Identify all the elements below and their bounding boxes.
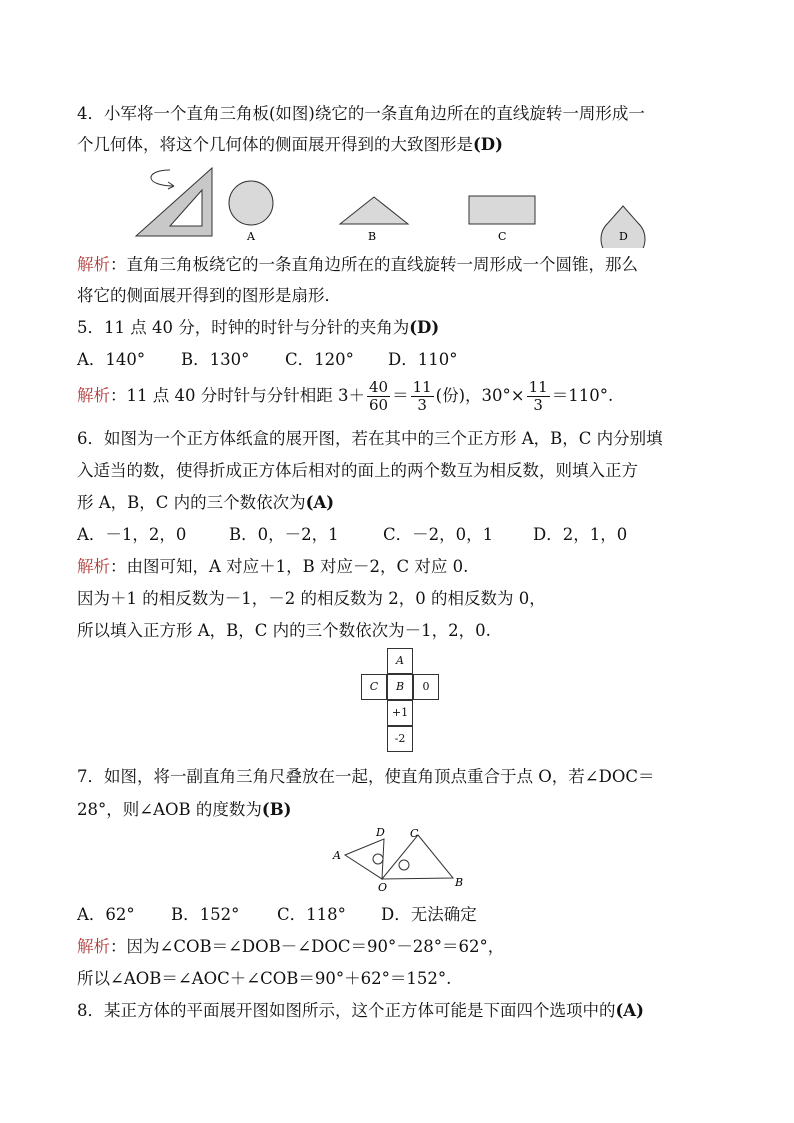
q6-line1: 6．如图为一个正方体纸盒的展开图，若在其中的三个正方形 A，B，C 内分别填 xyxy=(77,429,663,448)
q6-analysis-text: ：由图可知，A 对应＋1，B 对应－2，C 对应 0. xyxy=(110,557,469,576)
q4-answer: (D) xyxy=(473,135,503,154)
fig-label-b: B xyxy=(368,230,377,243)
fig-label-d: D xyxy=(619,230,628,243)
q5-options xyxy=(77,349,457,371)
q4-figure xyxy=(130,160,670,248)
q8-stem: 8．某正方体的平面展开图如图所示，这个正方体可能是下面四个选项中的 xyxy=(77,1001,616,1020)
fig-label-c: C xyxy=(498,230,507,243)
q6-option-a: A．－1，2，0 xyxy=(77,525,187,544)
equals-sign: ＝ xyxy=(392,386,409,405)
net-cell-a: A xyxy=(387,648,413,674)
q5-option-a: A．140° xyxy=(77,350,146,369)
point-c-label: C xyxy=(410,827,419,840)
q6-analysis-line1 xyxy=(77,556,468,578)
q5-option-c: C．120° xyxy=(285,350,354,369)
q7-figure xyxy=(328,825,473,895)
net-cell-minus2: -2 xyxy=(387,726,413,752)
q6-option-c: C．－2，0，1 xyxy=(383,525,494,544)
q5-option-b: B．130° xyxy=(181,350,250,369)
option-c-rectangle xyxy=(469,196,535,224)
analysis-tag: 解析 xyxy=(77,557,110,576)
triangle-ruler-icon xyxy=(136,168,212,236)
net-cell-zero: 0 xyxy=(413,674,439,700)
q5-analysis xyxy=(77,376,613,416)
q5-stem-line xyxy=(77,317,439,339)
q6-stem: 形 A，B，C 内的三个数依次为 xyxy=(77,493,306,512)
analysis-tag: 解析 xyxy=(77,937,110,956)
q8-answer: (A) xyxy=(615,1001,644,1020)
q7-answer: (B) xyxy=(261,800,292,819)
q5-analysis-prefix: ：11 点 40 分时针与分针相距 3＋ xyxy=(110,386,365,405)
triangle-hole-right xyxy=(399,860,409,870)
q7-option-a: A．62° xyxy=(77,905,135,924)
q5-stem: 5．11 点 40 分，时钟的时针与分针的夹角为 xyxy=(77,318,410,337)
q7-analysis-line2: 所以∠AOB＝∠AOC＋∠COB＝90°＋62°＝152°. xyxy=(77,969,452,988)
frac-den: 3 xyxy=(533,396,543,414)
fraction-40-60 xyxy=(367,379,390,414)
fig-label-a: A xyxy=(247,230,255,243)
q7-line2 xyxy=(77,799,291,821)
frac-den: 3 xyxy=(417,396,427,414)
q7-option-c: C．118° xyxy=(277,905,346,924)
point-b-label: B xyxy=(455,876,464,889)
q7-analysis-line1 xyxy=(77,936,504,958)
q4-line1: 4．小军将一个直角三角板(如图)绕它的一条直角边所在的直线旋转一周形成一 xyxy=(77,104,645,123)
net-cell-b: B xyxy=(387,674,413,700)
set-square-boc xyxy=(382,835,453,879)
point-o-label: O xyxy=(378,881,388,894)
q5-unit: (份)，30°× xyxy=(435,386,525,405)
q6-analysis-line2: 因为＋1 的相反数为－1，－2 的相反数为 2，0 的相反数为 0， xyxy=(77,589,546,608)
q7-option-d: D．无法确定 xyxy=(381,905,477,924)
cube-net xyxy=(361,648,441,752)
q7-option-b: B．152° xyxy=(171,905,240,924)
frac-num: 11 xyxy=(412,378,432,396)
q4-analysis-line2: 将它的侧面展开得到的图形是扇形． xyxy=(77,286,341,305)
q7-options xyxy=(77,904,477,926)
frac-num: 11 xyxy=(528,378,548,396)
set-square-aod xyxy=(345,839,384,879)
q5-option-d: D．110° xyxy=(388,350,458,369)
q6-option-b: B．0，－2，1 xyxy=(229,525,339,544)
q6-line3 xyxy=(77,492,334,514)
q5-answer: (D) xyxy=(409,318,440,337)
net-cell-c: C xyxy=(361,674,387,700)
frac-num: 40 xyxy=(368,378,389,396)
analysis-tag: 解析 xyxy=(77,386,110,405)
q7-analysis-text: ：因为∠COB＝∠DOB－∠DOC＝90°－28°＝62°， xyxy=(110,937,505,956)
q6-options xyxy=(77,524,627,546)
q7-stem: 28°，则∠AOB 的度数为 xyxy=(77,800,262,819)
q7-line1: 7．如图，将一副直角三角尺叠放在一起，使直角顶点重合于点 O，若∠DOC＝ xyxy=(77,767,655,786)
fraction-11-3-second xyxy=(527,379,550,414)
fraction-11-3 xyxy=(411,379,434,414)
q6-option-d: D．2，1，0 xyxy=(533,525,628,544)
analysis-tag: 解析 xyxy=(77,255,110,274)
option-a-circle xyxy=(229,181,273,225)
point-a-label: A xyxy=(333,849,341,862)
q4-analysis-line1 xyxy=(77,254,638,276)
q4-line2 xyxy=(77,134,503,156)
net-cell-plus1: +1 xyxy=(387,700,413,726)
q5-result: ＝110°. xyxy=(551,386,614,405)
option-b-triangle xyxy=(340,197,408,224)
point-d-label: D xyxy=(376,826,385,839)
triangle-hole-left xyxy=(373,854,383,864)
q4-stem: 个几何体，将这个几何体的侧面展开得到的大致图形是 xyxy=(77,135,473,154)
q4-analysis-text: ：直角三角板绕它的一条直角边所在的直线旋转一周形成一个圆锥，那么 xyxy=(110,255,638,274)
q6-answer: (A) xyxy=(305,493,335,512)
q6-analysis-line3: 所以填入正方形 A，B，C 内的三个数依次为－1，2，0. xyxy=(77,621,491,640)
q8-line xyxy=(77,1000,644,1022)
q6-line2: 入适当的数，使得折成正方体后相对的面上的两个数互为相反数，则填入正方 xyxy=(77,461,638,480)
frac-den: 60 xyxy=(368,396,389,414)
